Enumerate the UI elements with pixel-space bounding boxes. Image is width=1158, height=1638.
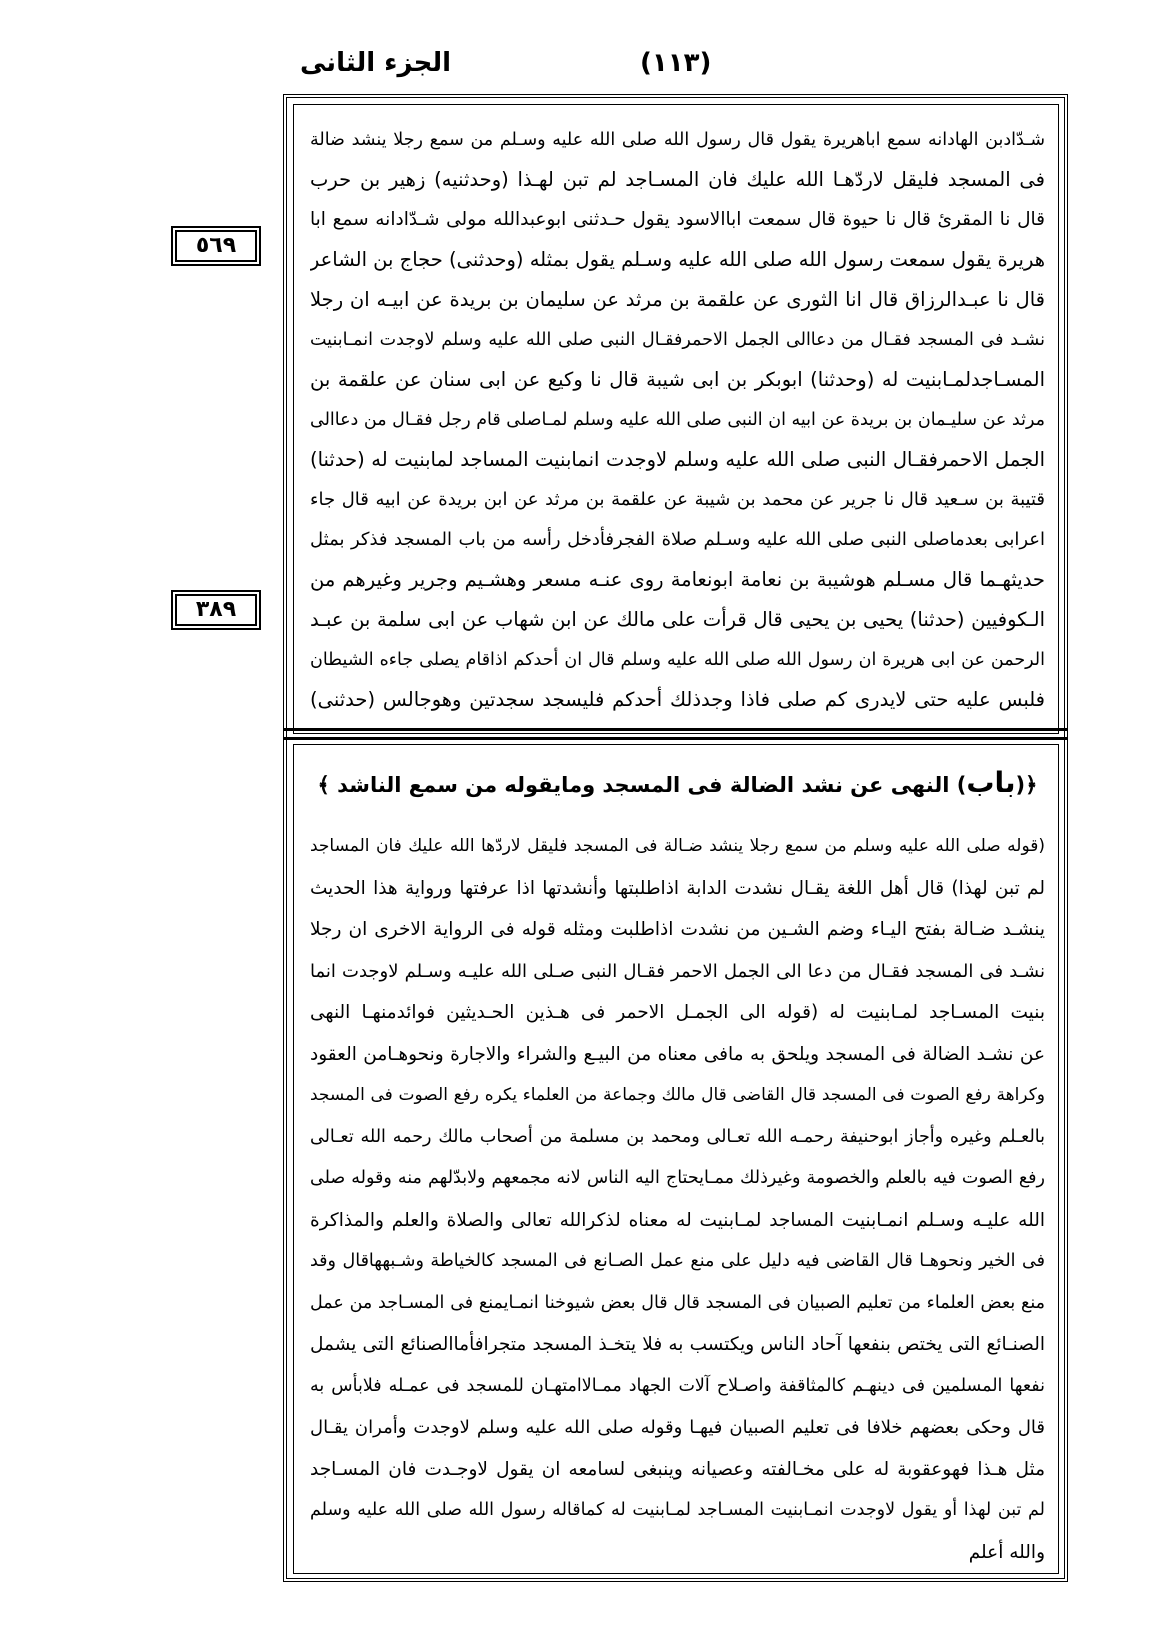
text-line: الجمل الاحمرفقـال النبى صلى الله عليه وسلم لاوجدت انمابنيت المساجد لمابنيت له (حدثنا) <box>310 448 1045 471</box>
text-line: قال نا عبـدالرزاق قال انا الثورى عن علقمة بن مرثد عن سليمان بن بريدة عن ابيـه ان رجلا <box>310 288 1045 311</box>
commentary-text <box>310 826 1045 1573</box>
text-line: حديثهـما قال مسـلم هوشيبة بن نعامة ابونعامة روى عنـه مسعر وهشـيم وجرير وغيرهم من <box>310 568 1045 591</box>
page-number: (١١٣) <box>640 48 712 78</box>
text-line: قال وحكى بعضهم خلافا فى تعليم الصبيان فيهـا وقوله صلى الله عليه وسلم لاوجدت وأمران يقـال <box>310 1417 1045 1438</box>
running-header-title: الجزء الثانی <box>300 48 452 78</box>
text-line: الرحمن عن ابى هريرة ان رسول الله صلى الله عليه وسلم قال ان أحدكم اذاقام يصلى جاءه الشيطان <box>310 650 1045 670</box>
heading-rest: ) النهى عن نشد الضالة فى المسجد ومايقوله من سمع الناشد ﴾ <box>317 773 967 797</box>
text-line: والله أعلم <box>968 1541 1045 1563</box>
text-line: ينشـد ضـالة بفتح اليـاء وضم الشـين من نشدت اذاطلبت ومثله قوله فى الرواية الاخرى ان رجلا <box>310 919 1045 940</box>
text-line: اعرابى بعدماصلى النبى صلى الله عليه وسـلم صلاة الفجرفأدخل رأسه من باب المسجد فذكر بمثل <box>310 529 1045 550</box>
text-line: بنيت المسـاجد لمـابنيت له (قوله الى الجمـل الاحمر فى هـذين الحـديثين فوائدمنهـا النهى <box>310 1002 1045 1023</box>
text-line: نشـد فى المسجد فقـال من دعاالى الجمل الاحمرفقـال النبى صلى الله عليه وسلم لاوجدت انمـابنيت <box>310 330 1045 350</box>
text-line: الـكوفيين (حدثنا) يحيى بن يحيى قال قرأت على مالك عن ابن شهاب عن ابى سلمة بن عبـد <box>310 608 1045 631</box>
section-divider <box>283 728 1068 740</box>
text-line: المسـاجدلمـابنيت له (وحدثنا) ابوبكر بن ابى شيبة قال نا وكيع عن ابى سنان عن علقمة بن <box>310 368 1045 391</box>
text-line: رفع الصوت فيه بالعلم والخصومة وغيرذلك ممـايحتاج اليه الناس لانه مجمعهم ولابدّلهم منه وقوله صلى <box>310 1168 1045 1188</box>
text-line: الله عليـه وسـلم انمـابنيت المساجد لمـابنيت له معناه لذكرالله تعالى والصلاة والعلم والمذاكرة <box>310 1209 1045 1231</box>
text-line: الصنـائع التى يختص بنفعها آحاد الناس ويكتسب به فلا يتخـذ المسجد متجرافأماالصنائع التى يشمل <box>310 1334 1045 1355</box>
text-line: شـدّادبن الهادانه سمع اباهريرة يقول قال رسول الله صلى الله عليه وسـلم من سمع رجلا ينشد ضالة <box>310 130 1045 150</box>
text-line: قتيبة بن سـعيد قال نا جرير عن محمد بن شيبة عن علقمة بن مرثد عن ابن بريدة عن ابيه قال جاء <box>310 489 1045 510</box>
text-line: هريرة يقول سمعت رسول الله صلى الله عليه وسـلم يقول بمثله (وحدثنى) حجاج بن الشاعر <box>310 248 1045 271</box>
margin-hadith-number: ٥٦٩ <box>175 230 257 262</box>
text-line: (قوله صلى الله عليه وسلم من سمع رجلا ينشد ضـالة فى المسجد فليقل لاردّها الله عليك فان المساجد <box>310 836 1045 856</box>
text-line: نشـد فى المسجد فقـال من دعا الى الجمل الاحمر فقـال النبى صـلى الله عليـه وسـلم لاوجدت انما <box>310 960 1045 982</box>
text-line: نفعها المسلمين فى دينهـم كالمثاقفة واصـلاح آلات الجهاد ممـالاامتهـان للمسجد فى عمـله فلابأس به <box>310 1375 1045 1396</box>
text-line: بالعـلم وغيره وأجاز ابوحنيفة رحمـه الله تعـالى ومحمد بن مسلمة من أصحاب مالك رحمه الله تعـالى <box>310 1126 1045 1147</box>
text-line: فى المسجد فليقل لاردّهـا الله عليك فان المسـاجد لم تبن لهـذا (وحدثنيه) زهير بن حرب <box>310 168 1045 191</box>
text-line: قال نا المقرئ قال نا حيوة قال سمعت اباالاسود يقول حـدثنى ابوعبدالله مولى شـدّادانه سمع ابا <box>310 209 1045 230</box>
text-line: عن نشـد الضالة فى المسجد ويلحق به مافى معناه من البيـع والشراء والاجارة ونحوهـامن العقود <box>310 1043 1045 1065</box>
heading-open: ﴿( <box>1015 773 1038 797</box>
text-line: فلبس عليه حتى لايدرى كم صلى فاذا وجدذلك أحدكم فليسجد سجدتين وهوجالس (حدثنى) <box>310 688 1045 711</box>
text-line: منع بعض العلماء من تعليم الصبيان فى المسجد قال قال بعض شيوخنا انمـايمنع فى المسـاجد من عمل <box>310 1292 1045 1313</box>
chapter-heading <box>310 766 1045 799</box>
text-line: لم تبن لهذا أو يقول لاوجدت انمـابنيت المسـاجد لمـابنيت له كماقاله رسول الله صلى الله عليه وسلم <box>310 1500 1045 1520</box>
text-line: فى الخير ونحوهـا قال القاضى فيه دليل على منع عمل الصـانع فى المسجد كالخياطة وشـبههاقال وقد <box>310 1251 1045 1271</box>
text-line: مثل هـذا فهوعقوبة له على مخـالفته وعصيانه وينبغى لسامعه ان يقول لاوجـدت فان المسـاجد <box>310 1458 1045 1480</box>
text-line: وكراهة رفع الصوت فى المسجد قال القاضى قال مالك وجماعة من العلماء يكره رفع الصوت فى المسجد <box>310 1085 1045 1105</box>
text-line: مرثد عن سليـمان بن بريدة عن ابيه ان النبى صلى الله عليه وسلم لمـاصلى قام رجل فقـال من دعاالى <box>310 410 1045 430</box>
text-line: لم تبن لهذا) قال أهل اللغة يقـال نشدت الدابة اذاطلبتها وأنشدتها اذا عرفتها ورواية هذا الحديث <box>310 877 1045 899</box>
hadith-text <box>310 120 1045 720</box>
heading-bab: باب <box>966 766 1016 799</box>
margin-hadith-number: ٣٨٩ <box>175 594 257 626</box>
